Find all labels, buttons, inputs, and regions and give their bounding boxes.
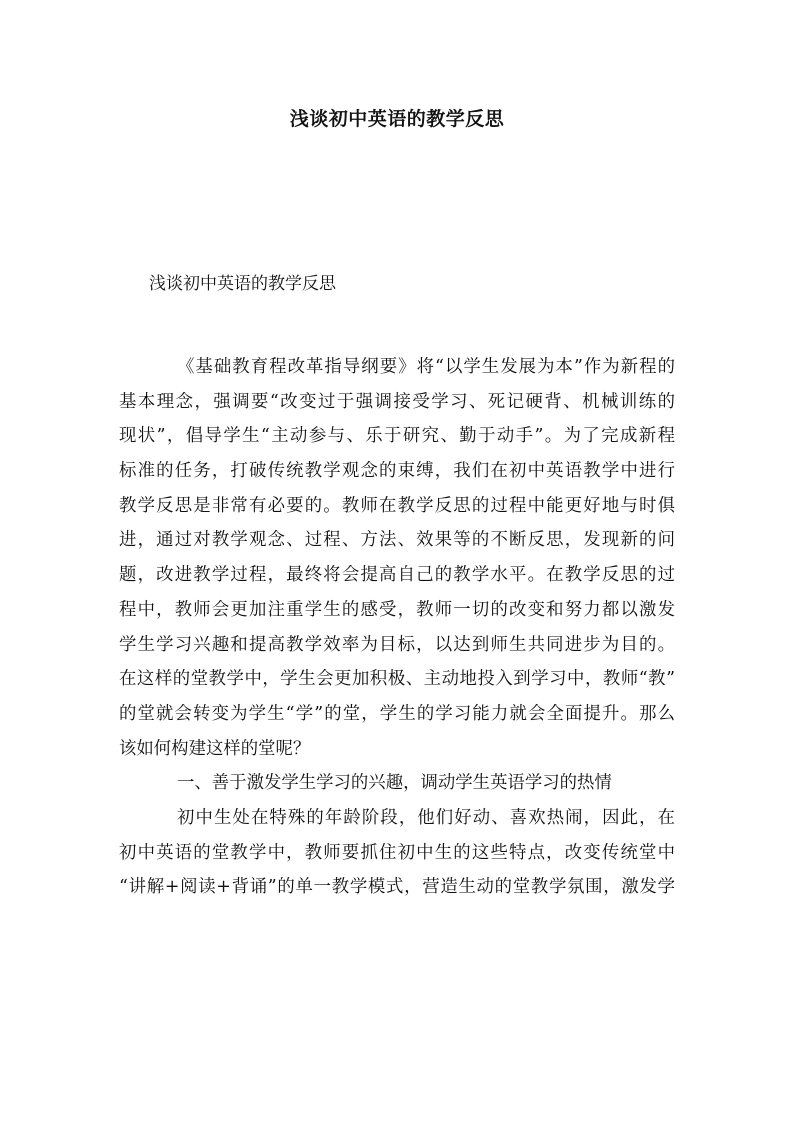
paragraph-line: 教学反思是非常有必要的。教师在教学反思的过程中能更好地与时俱 (119, 495, 675, 516)
paragraph-line: 初中生处在特殊的年龄阶段，他们好动、喜欢热闹，因此，在 (177, 807, 675, 828)
paragraph-line: 的堂就会转变为学生“学”的堂，学生的学习能力就会全面提升。那么 (119, 703, 675, 724)
paragraph-line: 进，通过对教学观念、过程、方法、效果等的不断反思，发现新的问 (119, 530, 675, 551)
paragraph-line: “讲解+阅读+背诵”的单一教学模式，营造生动的堂教学氛围，激发学 (119, 877, 675, 898)
paragraph-line: 初中英语的堂教学中，教师要抓住初中生的这些特点，改变传统堂中 (119, 842, 675, 863)
article-heading: 浅谈初中英语的教学反思 (149, 274, 336, 294)
paragraph-line: 该如何构建这样的堂呢？ (119, 738, 311, 759)
paragraph-line: 《基础教育程改革指导纲要》将“以学生发展为本”作为新程的 (177, 357, 675, 377)
paragraph-line: 现状”，倡导学生“主动参与、乐于研究、勤于动手”。为了完成新程 (119, 426, 675, 447)
page-title: 浅谈初中英语的教学反思 (289, 108, 505, 130)
paragraph-line: 学生学习兴趣和提高教学效率为目标，以达到师生共同进步为目的。 (119, 634, 675, 655)
paragraph-line: 题，改进教学过程，最终将会提高自己的教学水平。在教学反思的过 (119, 565, 675, 586)
paragraph-line: 基本理念，强调要“改变过于强调接受学习、死记硬背、机械训练的 (119, 391, 675, 412)
paragraph-line: 在这样的堂教学中，学生会更加积极、主动地投入到学习中，教师“教” (119, 669, 675, 690)
article-body (119, 355, 675, 910)
paragraph-line: 标准的任务，打破传统教学观念的束缚，我们在初中英语教学中进行 (119, 461, 675, 482)
section-heading: 一、善于激发学生学习的兴趣，调动学生英语学习的热情 (177, 773, 612, 794)
paragraph-line: 程中，教师会更加注重学生的感受，教师一切的改变和努力都以激发 (119, 599, 675, 620)
